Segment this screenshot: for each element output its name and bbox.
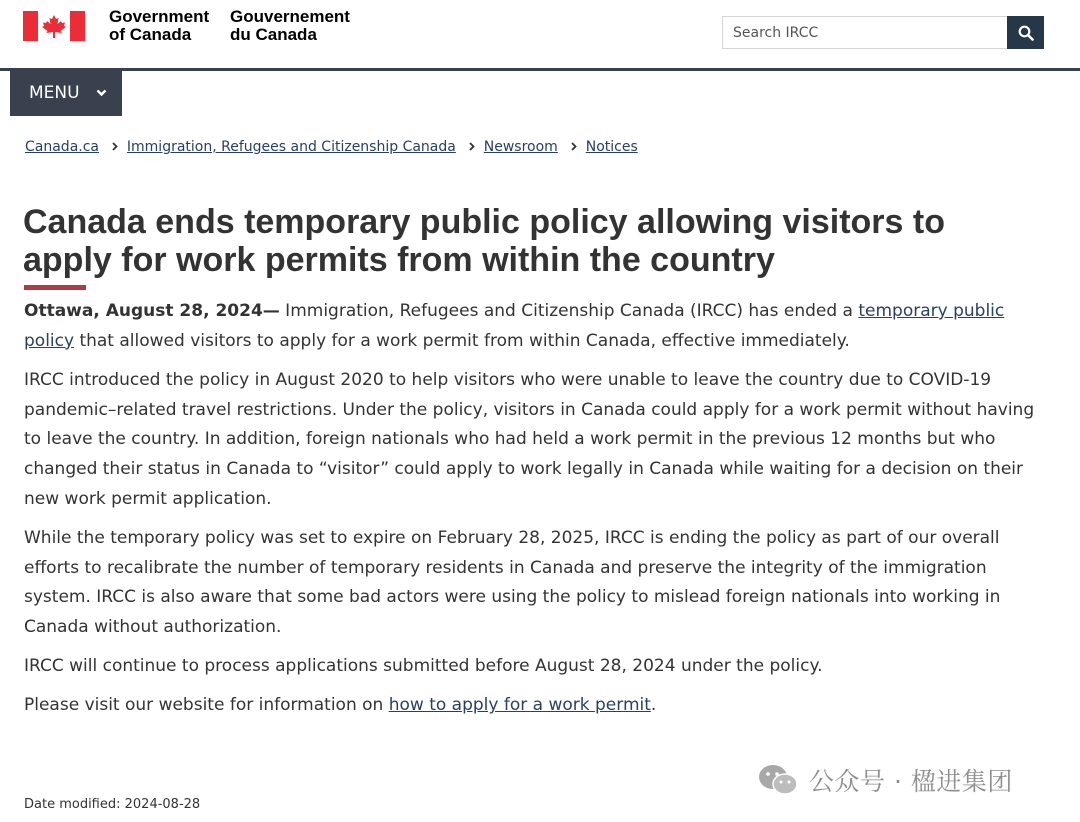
article-paragraph-3: While the temporary policy was set to expire on February 28, 2025, IRCC is ending the policy as part of our overall efforts to recalibrate the number of temporary residents in Canada and preserve the integrity of the immigration system. IRCC is also aware that some bad actors were using the policy to mislead foreign nationals into working in Canada without authorization. — [24, 527, 1001, 638]
article-body — [24, 297, 1054, 731]
wechat-icon — [757, 762, 799, 798]
search-input[interactable] — [722, 16, 1007, 49]
wechat-watermark — [757, 760, 1013, 800]
article-paragraph-4: IRCC will continue to process applications submitted before August 28, 2024 under the policy. — [24, 656, 823, 677]
breadcrumb-link-notices[interactable]: Notices — [585, 139, 638, 155]
how-to-apply-work-permit-link[interactable]: how to apply for a work permit — [388, 695, 651, 716]
article-p5-text-a: Please visit our website for information on — [24, 695, 389, 716]
article-p5-text-b: . — [650, 695, 657, 716]
site-header — [0, 0, 1080, 71]
menu-button[interactable] — [10, 70, 122, 116]
article-paragraph-1 — [24, 297, 1054, 356]
breadcrumb-link-ircc[interactable]: Immigration, Refugees and Citizenship Canada — [126, 139, 456, 155]
wordmark-fr-line1: Gouvernement — [230, 7, 350, 26]
chevron-right-icon — [571, 142, 577, 151]
title-accent-rule — [24, 285, 86, 290]
search-button[interactable] — [1007, 16, 1044, 49]
breadcrumb — [25, 137, 638, 157]
page-title: Canada ends temporary public policy allowing visitors to apply for work permits from within the country — [23, 203, 945, 279]
chevron-right-icon — [112, 142, 118, 151]
wordmark-en-line2: of Canada — [109, 25, 192, 44]
breadcrumb-link-canada-ca[interactable]: Canada.ca — [25, 139, 99, 155]
government-of-canada-wordmark — [109, 8, 209, 44]
search-icon — [1018, 25, 1034, 41]
menu-label: MENU — [29, 83, 80, 103]
article-paragraph-5 — [24, 691, 1054, 721]
search-form — [722, 16, 1044, 49]
article-paragraph-2: IRCC introduced the policy in August 2020 to help visitors who were unable to leave the country due to COVID-19 pandemic–related travel restrictions. Under the policy, visitors in Canada could apply for a work permit without having to leave the country. In addition, foreign nationals who had held a work permit in the previous 12 months but who changed their status in Canada to “visitor” could apply to work legally in Canada while waiting for a decision on their new work permit application. — [24, 369, 1035, 509]
chevron-down-icon — [96, 89, 107, 97]
wordmark-fr-line2: du Canada — [230, 25, 317, 44]
gouvernement-du-canada-wordmark — [230, 8, 350, 44]
chevron-right-icon — [469, 142, 475, 151]
article-p1-text-b: that allowed visitors to apply for a work permit from within Canada, effective immediately. — [74, 330, 850, 351]
wordmark-en-line1: Government — [109, 7, 210, 26]
date-modified: Date modified: 2024-08-28 — [24, 797, 201, 812]
canada-flag-icon[interactable] — [23, 11, 85, 41]
breadcrumb-link-newsroom[interactable]: Newsroom — [483, 139, 558, 155]
article-dateline: Ottawa, August 28, 2024— — [24, 301, 280, 321]
watermark-text: 公众号 · 楹进集团 — [809, 767, 1013, 796]
article-p1-text-a: Immigration, Refugees and Citizenship Canada (IRCC) has ended a — [279, 301, 859, 321]
temporary-public-policy-link[interactable]: temporary public policy — [24, 301, 1005, 351]
